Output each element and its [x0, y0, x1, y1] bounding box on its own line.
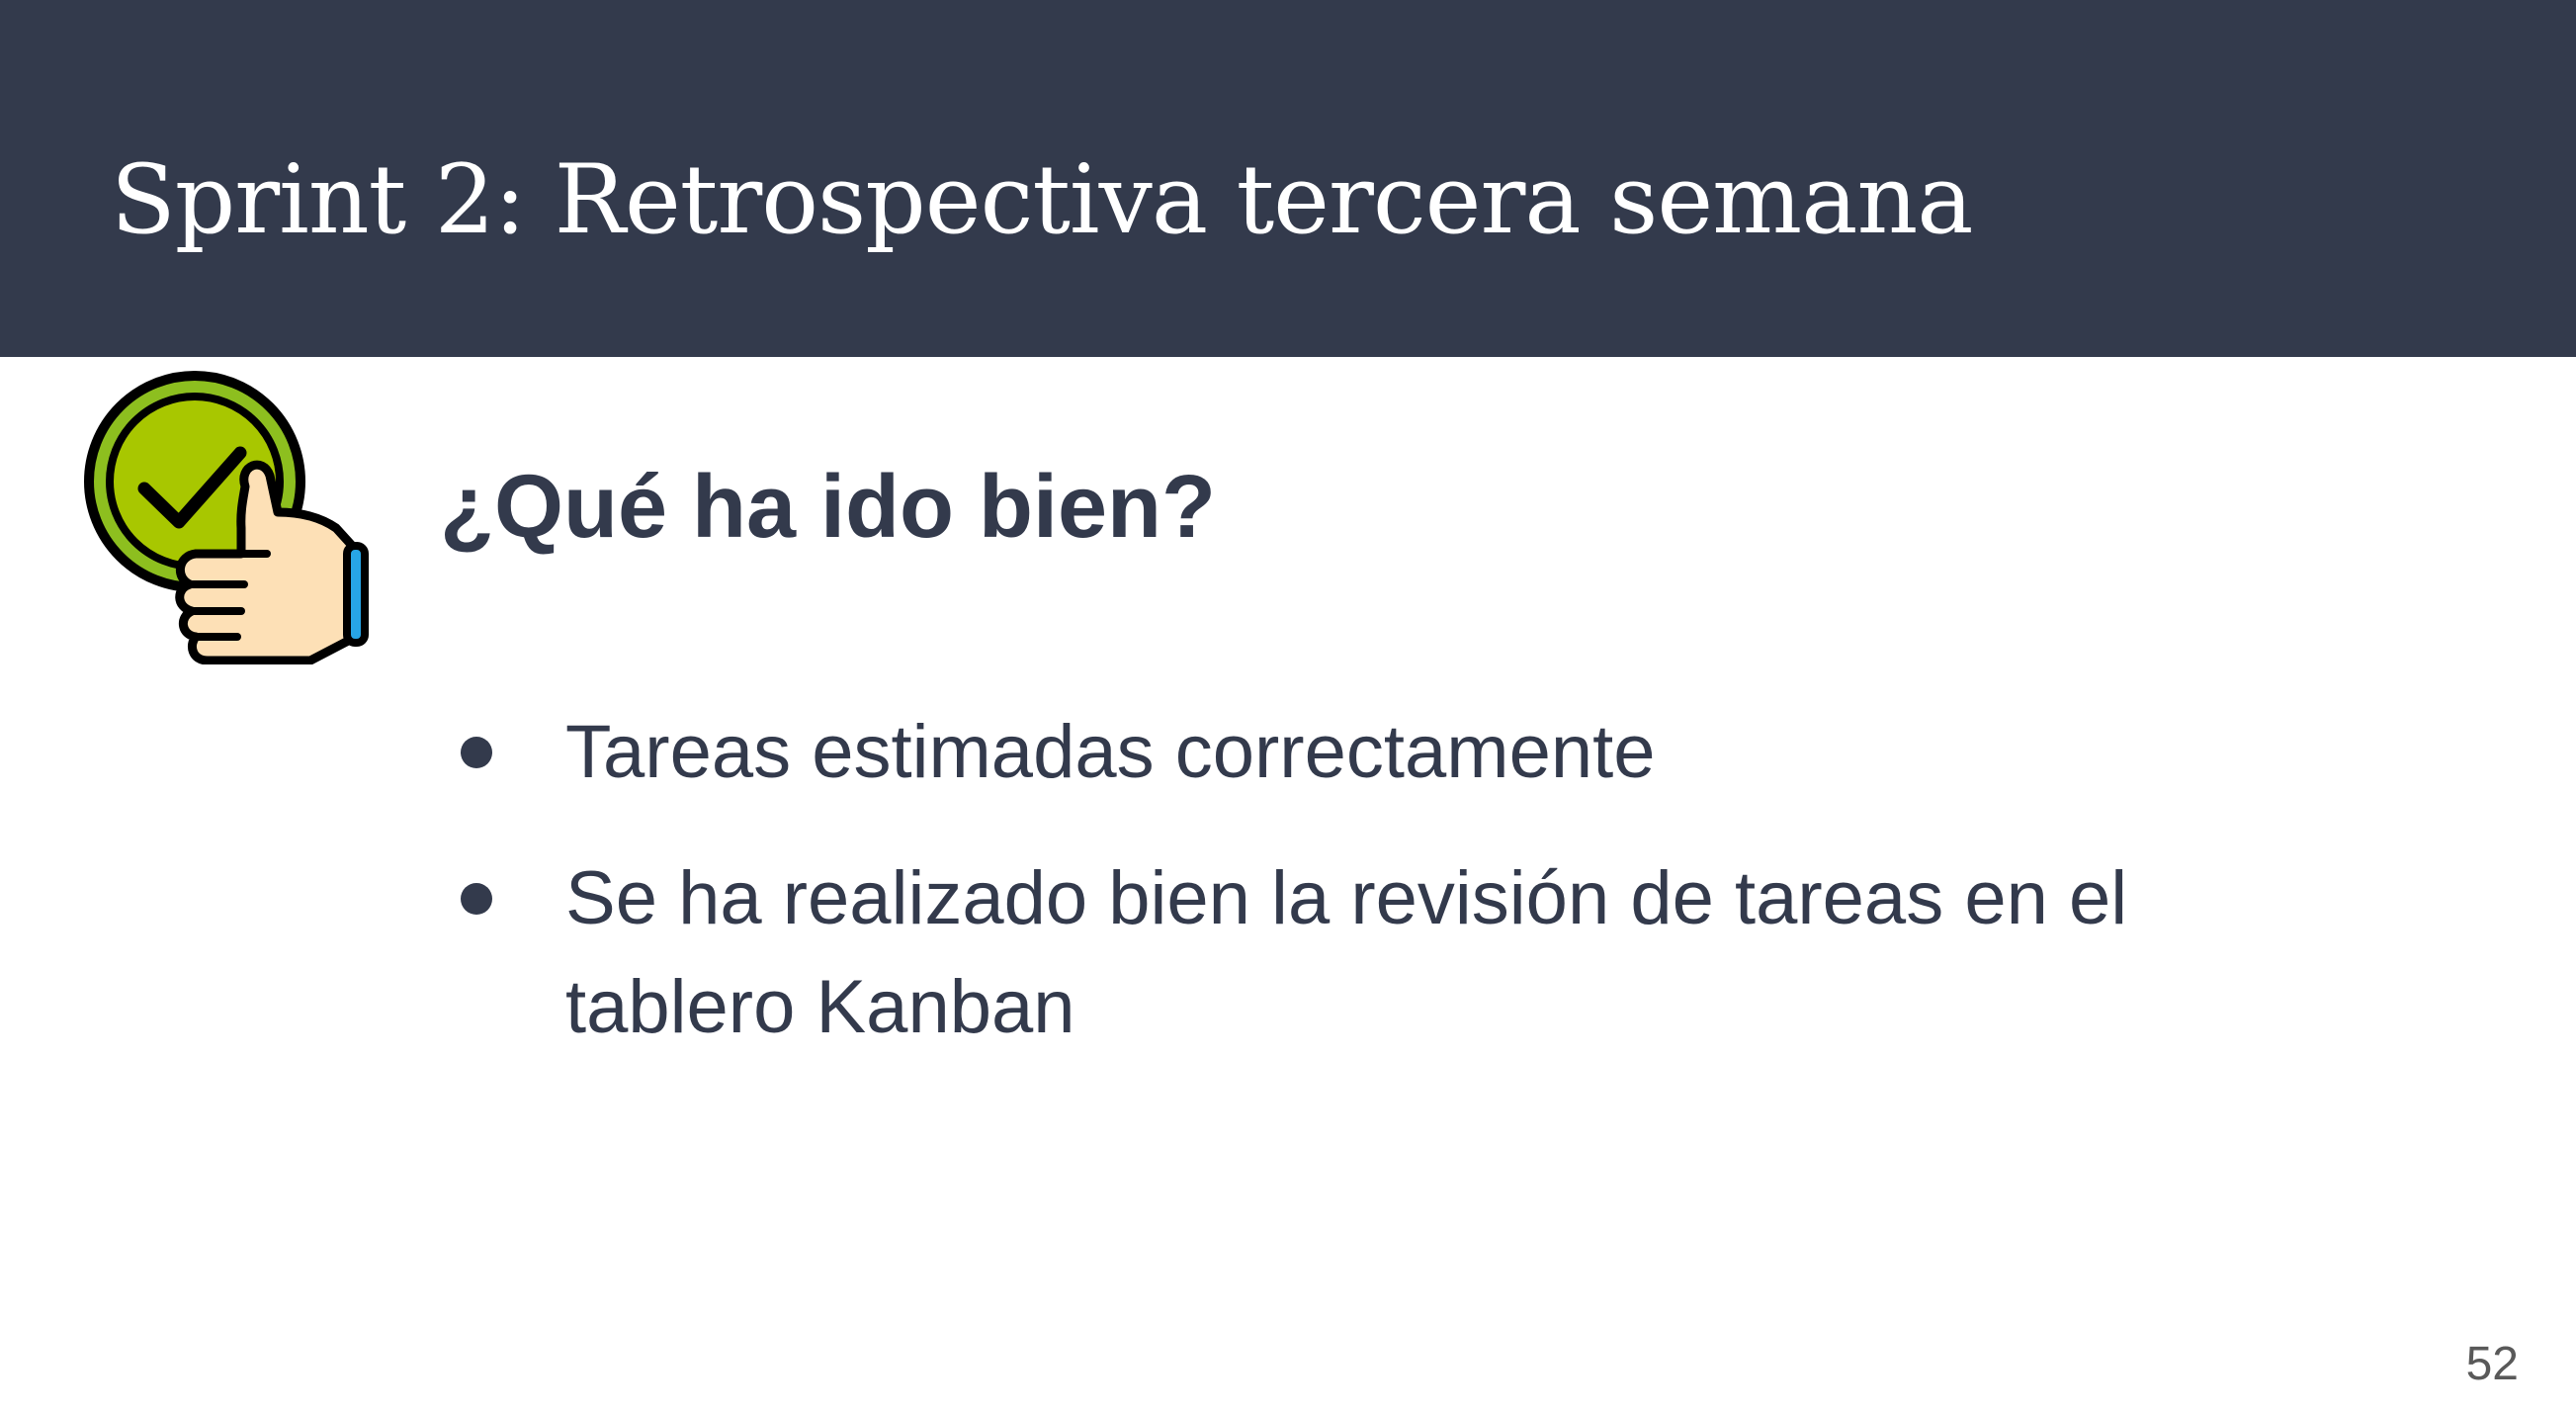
bullet-text: Tareas estimadas correctamente: [565, 710, 1656, 794]
title-bar: [0, 0, 2576, 357]
bullet-list: [457, 698, 2335, 1100]
bullet-text: Se ha realizado bien la revisión de tareas en el tablero Kanban: [565, 856, 2128, 1049]
bullet-icon: [461, 737, 492, 768]
bullet-icon: [461, 883, 492, 915]
bullet-item: [457, 844, 2335, 1062]
page-number: 52: [2465, 1338, 2519, 1390]
bullet-item: [457, 698, 2335, 807]
section-heading: ¿Qué ha ido bien?: [440, 458, 1216, 557]
slide-title: Sprint 2: Retrospectiva tercera semana: [111, 144, 1973, 255]
thumbs-up-check-icon: [81, 368, 378, 664]
